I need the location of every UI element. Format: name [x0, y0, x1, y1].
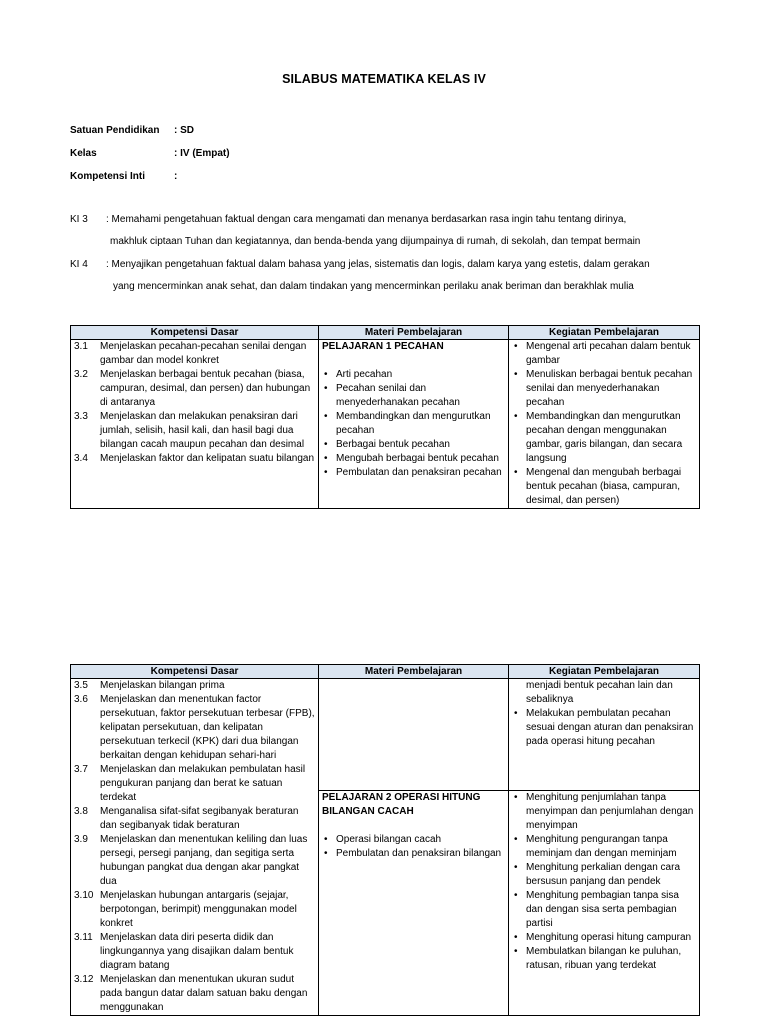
- list-item: • Menuliskan berbagai bentuk pecahan senilai dan menyederhanakan pecahan: [512, 368, 696, 410]
- list-item: • Pembulatan dan penaksiran bilangan: [322, 847, 505, 861]
- kd-text: Menjelaskan faktor dan kelipatan suatu bilangan: [100, 453, 315, 464]
- meta-value: : SD: [174, 125, 194, 136]
- meta-kelas: [70, 148, 230, 159]
- meta-value: :: [174, 171, 178, 182]
- list-item: • Mengubah berbagai bentuk pecahan: [322, 452, 505, 466]
- meta-kompetensi-inti: [70, 171, 177, 182]
- ki-code: KI 4: [70, 259, 88, 270]
- list-item: • Berbagai bentuk pecahan: [322, 438, 505, 452]
- kd-number: 3.4: [74, 453, 88, 464]
- kegiatan-continued: menjadi bentuk pecahan lain dan sebaliknya: [526, 680, 673, 705]
- list-item: • Membulatkan bilangan ke puluhan, ratusan, ribuan yang terdekat: [512, 945, 696, 973]
- kegiatan-list: [512, 340, 696, 508]
- list-item: • Menghitung operasi hitung campuran: [512, 931, 696, 945]
- kd-item: [74, 973, 315, 1015]
- kd-text: Menjelaskan pecahan-pecahan senilai dengan gambar dan model konkret: [100, 341, 307, 366]
- meta-value: : IV (Empat): [174, 148, 230, 159]
- kd-text: Menjelaskan dan melakukan penaksiran dari jumlah, selisih, hasil kali, dan hasil bagi dua bilangan cacah maupun pecahan dan desimal: [100, 411, 305, 450]
- kd-number: 3.8: [74, 806, 88, 817]
- header-kompetensi-dasar: Kompetensi Dasar: [71, 665, 319, 679]
- kd-number: 3.11: [74, 932, 93, 943]
- meta-key: Kompetensi Inti: [70, 171, 146, 182]
- kd-number: 3.1: [74, 341, 88, 352]
- ki-text: : Memahami pengetahuan faktual dengan cara mengamati dan menanya berdasarkan rasa ingin tahu tentang dirinya,: [106, 214, 627, 225]
- list-item: • Menghitung penjumlahan tanpa menyimpan dan penjumlahan dengan menyimpan: [512, 791, 696, 833]
- materi-list: [322, 368, 505, 480]
- list-item: • Pecahan senilai dan menyederhanakan pecahan: [322, 382, 505, 410]
- kd-item: [74, 693, 315, 763]
- kd-number: 3.6: [74, 694, 88, 705]
- kd-item: [74, 340, 315, 368]
- list-item: • Menghitung pengurangan tanpa meminjam dan dengan meminjam: [512, 833, 696, 861]
- materi-cell: [319, 791, 509, 1016]
- kd-item: [74, 410, 315, 452]
- list-item: • Melakukan pembulatan pecahan sesuai dengan aturan dan penaksiran pada operasi hitung pecahan: [512, 707, 696, 749]
- page-title: SILABUS MATEMATIKA KELAS IV: [282, 72, 486, 86]
- header-kompetensi-dasar: Kompetensi Dasar: [71, 326, 319, 340]
- list-item: • Membandingkan dan mengurutkan pecahan dengan menggunakan gambar, garis bilangan, dan secara langsung: [512, 410, 696, 466]
- kd-number: 3.12: [74, 974, 94, 985]
- kd-item: [74, 805, 315, 833]
- kd-text: Menganalisa sifat-sifat segibanyak beraturan dan segibanyak tidak beraturan: [100, 806, 299, 831]
- kd-number: 3.10: [74, 890, 94, 901]
- header-kegiatan: Kegiatan Pembelajaran: [509, 326, 700, 340]
- list-item: • Arti pecahan: [322, 368, 505, 382]
- kegiatan-cell: [509, 340, 700, 509]
- kd-item: [74, 763, 315, 805]
- kd-number: 3.9: [74, 834, 88, 845]
- kegiatan-cell: [509, 791, 700, 1016]
- materi-cell-empty: [319, 679, 509, 791]
- ki4-line2: yang mencerminkan anak sehat, dan dalam tindakan yang mencerminkan perilaku anak beriman dan berakhlak mulia: [113, 281, 634, 292]
- list-item: • Menghitung perkalian dengan cara bersusun panjang dan pendek: [512, 861, 696, 889]
- materi-list: [322, 833, 505, 861]
- ki-text: : Menyajikan pengetahuan faktual dalam bahasa yang jelas, sistematis dan logis, dalam karya yang estetis, dalam gerakan: [106, 259, 650, 270]
- kd-text: Menjelaskan bilangan prima: [100, 680, 225, 691]
- list-item: • Mengenal dan mengubah berbagai bentuk pecahan (biasa, campuran, desimal, dan persen): [512, 466, 696, 508]
- kd-text: Menjelaskan berbagai bentuk pecahan (biasa, campuran, desimal, dan persen) dan hubungan di antaranya: [100, 369, 311, 408]
- kd-item: [74, 931, 315, 973]
- header-materi: Materi Pembelajaran: [319, 665, 509, 679]
- header-kegiatan: Kegiatan Pembelajaran: [509, 665, 700, 679]
- syllabus-table-2: [70, 664, 700, 1016]
- kd-item: [74, 452, 315, 466]
- kegiatan-list: [512, 791, 696, 973]
- meta-key: Kelas: [70, 148, 97, 159]
- kd-item: [74, 889, 315, 931]
- kd-item: [74, 833, 315, 889]
- kd-number: 3.5: [74, 680, 88, 691]
- ki3-line2: makhluk ciptaan Tuhan dan kegiatannya, dan benda-benda yang dijumpainya di rumah, di sekolah, dan tempat bermain: [110, 236, 641, 247]
- kd-text: Menjelaskan dan menentukan ukuran sudut pada bangun datar dalam satuan baku dengan menggunakan: [100, 974, 308, 1013]
- materi-title: PELAJARAN 1 PECAHAN: [322, 341, 444, 352]
- kd-number: 3.3: [74, 411, 88, 422]
- list-item: • Operasi bilangan cacah: [322, 833, 505, 847]
- ki4-line1: [70, 259, 650, 270]
- kd-number: 3.2: [74, 369, 88, 380]
- ki3-line1: [70, 214, 626, 225]
- header-materi: Materi Pembelajaran: [319, 326, 509, 340]
- list-item: • Membandingkan dan mengurutkan pecahan: [322, 410, 505, 438]
- kegiatan-list: [512, 707, 696, 749]
- kd-text: Menjelaskan hubungan antargaris (sejajar, berpotongan, berimpit) menggunakan model konkret: [100, 890, 297, 929]
- kd-text: Menjelaskan dan menentukan factor persekutuan, faktor persekutuan terbesar (FPB), kelipatan persekutuan, dan kelipatan persekutuan terkecil (KPK) dari dua bilangan berkaitan dengan kehidupan sehari-hari: [100, 694, 315, 761]
- kd-cell: [71, 340, 319, 509]
- list-item: • Menghitung pembagian tanpa sisa dan dengan sisa serta pembagian partisi: [512, 889, 696, 931]
- list-item: • Mengenal arti pecahan dalam bentuk gambar: [512, 340, 696, 368]
- meta-key: Satuan Pendidikan: [70, 125, 160, 136]
- syllabus-table-1: [70, 325, 700, 509]
- kd-number: 3.7: [74, 764, 88, 775]
- meta-satuan-pendidikan: [70, 125, 194, 136]
- materi-title: PELAJARAN 2 OPERASI HITUNG BILANGAN CACAH: [322, 792, 481, 817]
- kd-text: Menjelaskan dan menentukan keliling dan luas persegi, persegi panjang, dan segitiga serta hubungan pangkat dua dengan akar pangkat dua: [100, 834, 308, 887]
- materi-cell: [319, 340, 509, 509]
- kd-text: Menjelaskan dan melakukan pembulatan hasil pengukuran panjang dan berat ke satuan terdekat: [100, 764, 306, 803]
- kd-item: [74, 368, 315, 410]
- kd-item: [74, 679, 315, 693]
- kegiatan-cell: [509, 679, 700, 791]
- ki-code: KI 3: [70, 214, 88, 225]
- list-item: • Pembulatan dan penaksiran pecahan: [322, 466, 505, 480]
- kd-cell: [71, 679, 319, 1016]
- kd-text: Menjelaskan data diri peserta didik dan lingkungannya yang disajikan dalam bentuk diagram batang: [100, 932, 294, 971]
